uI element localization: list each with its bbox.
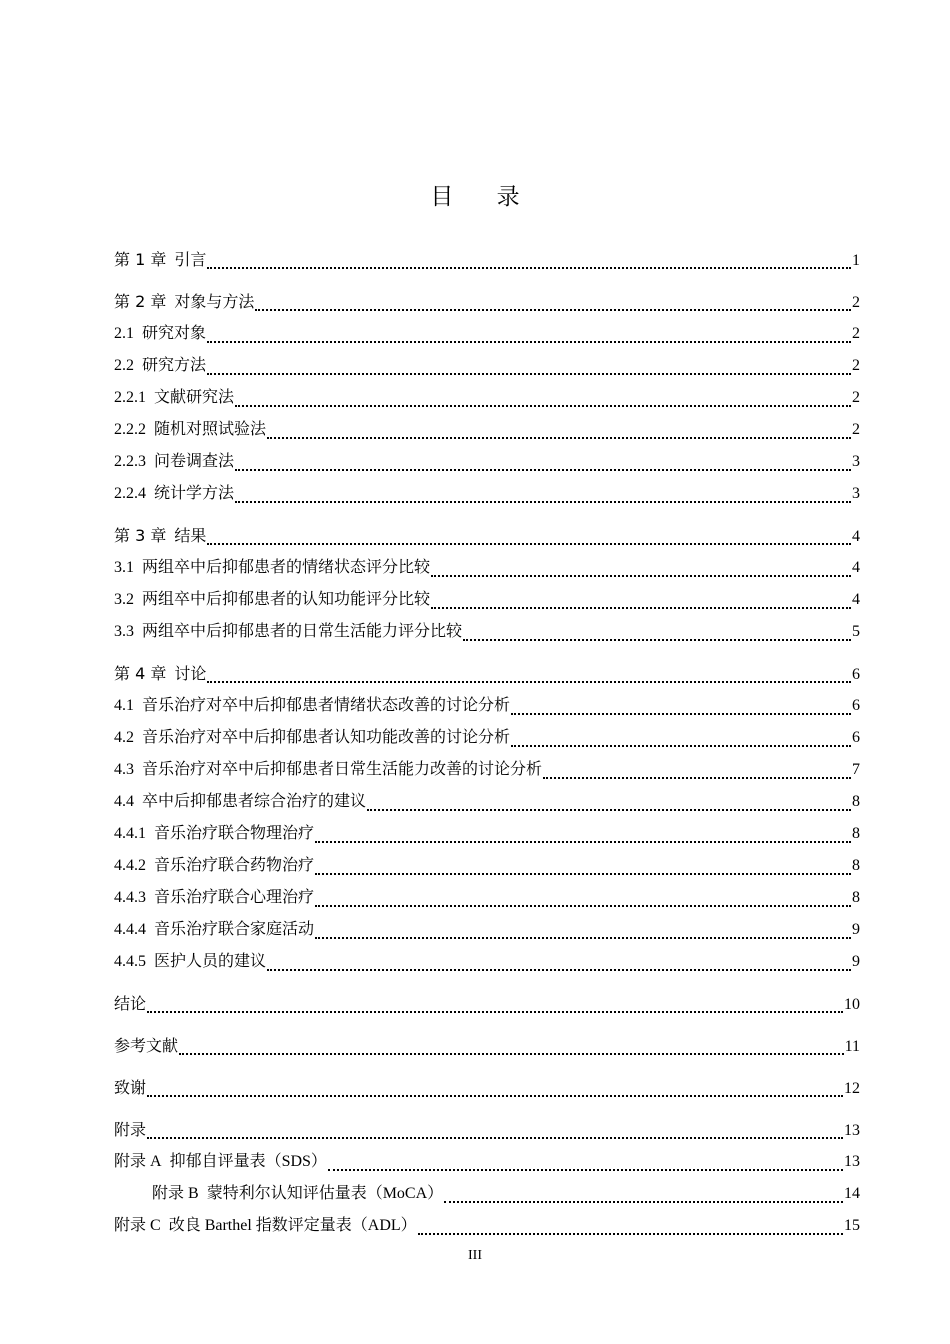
toc-entry-label: 随机对照试验法 [154, 421, 267, 438]
toc-entry-page: 13 [844, 1122, 860, 1139]
toc-leader-dots [235, 405, 851, 407]
toc-entry-page: 4 [852, 591, 860, 608]
toc-leader-dots [255, 309, 851, 311]
toc-entry-number: 2.1 [114, 325, 134, 342]
toc-entry-label: 改良 Barthel 指数评定量表（ADL） [168, 1217, 417, 1234]
toc-entry-label: 附录 [114, 1120, 147, 1139]
toc-entry[interactable] [114, 446, 860, 478]
toc-entry-label: 蒙特利尔认知评估量表（MoCA） [206, 1185, 444, 1202]
toc-leader-dots [463, 639, 851, 641]
toc-entry-page: 2 [852, 357, 860, 374]
toc-leader-dots [315, 873, 851, 875]
toc-entry-number: 2.2.3 [114, 453, 146, 470]
toc-entry-page: 3 [852, 453, 860, 470]
toc-entry-page: 3 [852, 485, 860, 502]
toc-entry[interactable] [114, 244, 860, 276]
toc-entry-label: 两组卒中后抑郁患者的日常生活能力评分比较 [142, 623, 463, 640]
toc-entry-label: 音乐治疗联合药物治疗 [154, 857, 315, 874]
toc-leader-dots [179, 1053, 844, 1055]
toc-entry[interactable] [114, 690, 860, 722]
toc-entry[interactable] [114, 658, 860, 690]
toc-leader-dots [418, 1233, 843, 1235]
toc-entry-page: 4 [852, 528, 860, 545]
toc-entry-number: 2.2.4 [114, 485, 146, 502]
toc-leader-dots [431, 607, 851, 609]
toc-entry[interactable] [114, 1072, 860, 1104]
toc-entry[interactable] [114, 882, 860, 914]
toc-entry-label: 致谢 [114, 1078, 147, 1097]
toc-entry-label: 参考文献 [114, 1036, 179, 1055]
toc-entry-number: 第 2 章 [114, 292, 167, 311]
toc-entry-label: 结论 [114, 994, 147, 1013]
toc-entry[interactable] [114, 350, 860, 382]
toc-entry-page: 2 [852, 421, 860, 438]
toc-entry-page: 14 [844, 1185, 860, 1202]
toc-leader-dots [267, 437, 851, 439]
toc-leader-dots [235, 469, 851, 471]
toc-entry-page: 9 [852, 953, 860, 970]
toc-entry-number: 3.2 [114, 591, 134, 608]
toc-entry-page: 9 [852, 921, 860, 938]
toc-entry-number: 4.4.2 [114, 857, 146, 874]
toc-entry[interactable] [114, 1114, 860, 1146]
toc-entry-label: 统计学方法 [154, 485, 235, 502]
toc-entry-number: 4.3 [114, 761, 134, 778]
toc-entry-page: 2 [852, 294, 860, 311]
toc-leader-dots [207, 341, 851, 343]
toc-entry-label: 卒中后抑郁患者综合治疗的建议 [142, 793, 367, 810]
toc-leader-dots [315, 905, 851, 907]
toc-leader-dots [431, 575, 851, 577]
toc-leader-dots [315, 841, 851, 843]
toc-leader-dots [235, 501, 851, 503]
toc-entry-label: 问卷调查法 [154, 453, 235, 470]
toc-leader-dots [511, 745, 851, 747]
toc-entry-number: 4.4 [114, 793, 134, 810]
toc-entry-number: 附录 A [114, 1153, 162, 1170]
toc-leader-dots [328, 1169, 843, 1171]
toc-entry-label: 结果 [174, 526, 207, 545]
toc-leader-dots [147, 1011, 843, 1013]
toc-leader-dots [207, 681, 851, 683]
toc-leader-dots [315, 937, 851, 939]
toc-leader-dots [543, 777, 851, 779]
toc-entry-number: 第 4 章 [114, 664, 167, 683]
toc-entry-label: 音乐治疗联合心理治疗 [154, 889, 315, 906]
toc-entry-label: 对象与方法 [174, 292, 255, 311]
toc-entry[interactable] [114, 914, 860, 946]
toc-leader-dots [511, 713, 851, 715]
toc-entry-number: 附录 B [152, 1185, 199, 1202]
toc-entry-label: 讨论 [174, 664, 207, 683]
toc-entry-label: 音乐治疗对卒中后抑郁患者认知功能改善的讨论分析 [142, 729, 511, 746]
toc-entry-number: 第 3 章 [114, 526, 167, 545]
table-of-contents [114, 244, 860, 1242]
toc-entry-label: 两组卒中后抑郁患者的认知功能评分比较 [142, 591, 431, 608]
toc-entry[interactable] [114, 1146, 860, 1178]
toc-entry-number: 2.2.1 [114, 389, 146, 406]
toc-entry-label: 音乐治疗联合家庭活动 [154, 921, 315, 938]
toc-entry-page: 13 [844, 1153, 860, 1170]
toc-entry-label: 医护人员的建议 [154, 953, 267, 970]
toc-entry[interactable] [114, 616, 860, 648]
toc-entry-page: 12 [844, 1080, 860, 1097]
toc-entry-label: 研究对象 [142, 325, 207, 342]
toc-leader-dots [267, 969, 851, 971]
toc-entry-page: 6 [852, 697, 860, 714]
toc-entry-label: 抑郁自评量表（SDS） [169, 1153, 327, 1170]
toc-entry[interactable] [114, 286, 860, 318]
toc-entry[interactable] [114, 818, 860, 850]
toc-entry-page: 7 [852, 761, 860, 778]
toc-entry[interactable] [114, 786, 860, 818]
toc-entry-page: 4 [852, 559, 860, 576]
toc-entry-page: 6 [852, 666, 860, 683]
toc-entry-number: 第 1 章 [114, 250, 167, 269]
toc-entry-number: 4.1 [114, 697, 134, 714]
toc-entry[interactable] [114, 520, 860, 552]
toc-entry-page: 10 [844, 996, 860, 1013]
toc-entry[interactable] [114, 478, 860, 510]
toc-entry-page: 2 [852, 389, 860, 406]
toc-entry[interactable] [114, 382, 860, 414]
toc-entry[interactable] [114, 946, 860, 978]
toc-entry-label: 两组卒中后抑郁患者的情绪状态评分比较 [142, 559, 431, 576]
toc-entry-label: 研究方法 [142, 357, 207, 374]
toc-entry-label: 引言 [174, 250, 207, 269]
toc-entry[interactable] [114, 552, 860, 584]
toc-entry[interactable] [114, 722, 860, 754]
toc-entry-page: 1 [852, 252, 860, 269]
toc-entry-page: 8 [852, 857, 860, 874]
toc-entry-label: 音乐治疗联合物理治疗 [154, 825, 315, 842]
toc-entry[interactable] [114, 1210, 860, 1242]
toc-leader-dots [147, 1095, 843, 1097]
toc-entry-number: 4.4.5 [114, 953, 146, 970]
toc-entry-page: 11 [844, 1038, 860, 1055]
toc-leader-dots [207, 373, 851, 375]
page-number: III [468, 1248, 482, 1263]
toc-entry[interactable] [114, 318, 860, 350]
page-title: 目 录 [430, 184, 538, 210]
toc-entry[interactable] [114, 1178, 860, 1210]
toc-entry-number: 4.4.4 [114, 921, 146, 938]
toc-entry-label: 音乐治疗对卒中后抑郁患者日常生活能力改善的讨论分析 [142, 761, 543, 778]
toc-leader-dots [367, 809, 851, 811]
toc-entry-number: 3.3 [114, 623, 134, 640]
toc-entry[interactable] [114, 850, 860, 882]
toc-entry-page: 6 [852, 729, 860, 746]
toc-leader-dots [444, 1201, 843, 1203]
toc-entry-number: 2.2.2 [114, 421, 146, 438]
toc-entry[interactable] [114, 754, 860, 786]
toc-entry[interactable] [114, 584, 860, 616]
toc-entry-number: 4.4.3 [114, 889, 146, 906]
toc-entry-number: 附录 C [114, 1217, 161, 1234]
toc-leader-dots [207, 267, 851, 269]
toc-entry-page: 8 [852, 889, 860, 906]
toc-entry-page: 15 [844, 1217, 860, 1234]
toc-entry[interactable] [114, 988, 860, 1020]
toc-entry[interactable] [114, 1030, 860, 1062]
toc-entry-label: 音乐治疗对卒中后抑郁患者情绪状态改善的讨论分析 [142, 697, 511, 714]
toc-entry-number: 4.4.1 [114, 825, 146, 842]
toc-entry-page: 5 [852, 623, 860, 640]
toc-entry-number: 4.2 [114, 729, 134, 746]
toc-leader-dots [207, 543, 851, 545]
toc-entry[interactable] [114, 414, 860, 446]
toc-entry-label: 文献研究法 [154, 389, 235, 406]
toc-entry-page: 8 [852, 793, 860, 810]
toc-leader-dots [147, 1137, 843, 1139]
toc-entry-page: 2 [852, 325, 860, 342]
toc-entry-number: 3.1 [114, 559, 134, 576]
toc-entry-page: 8 [852, 825, 860, 842]
toc-entry-number: 2.2 [114, 357, 134, 374]
